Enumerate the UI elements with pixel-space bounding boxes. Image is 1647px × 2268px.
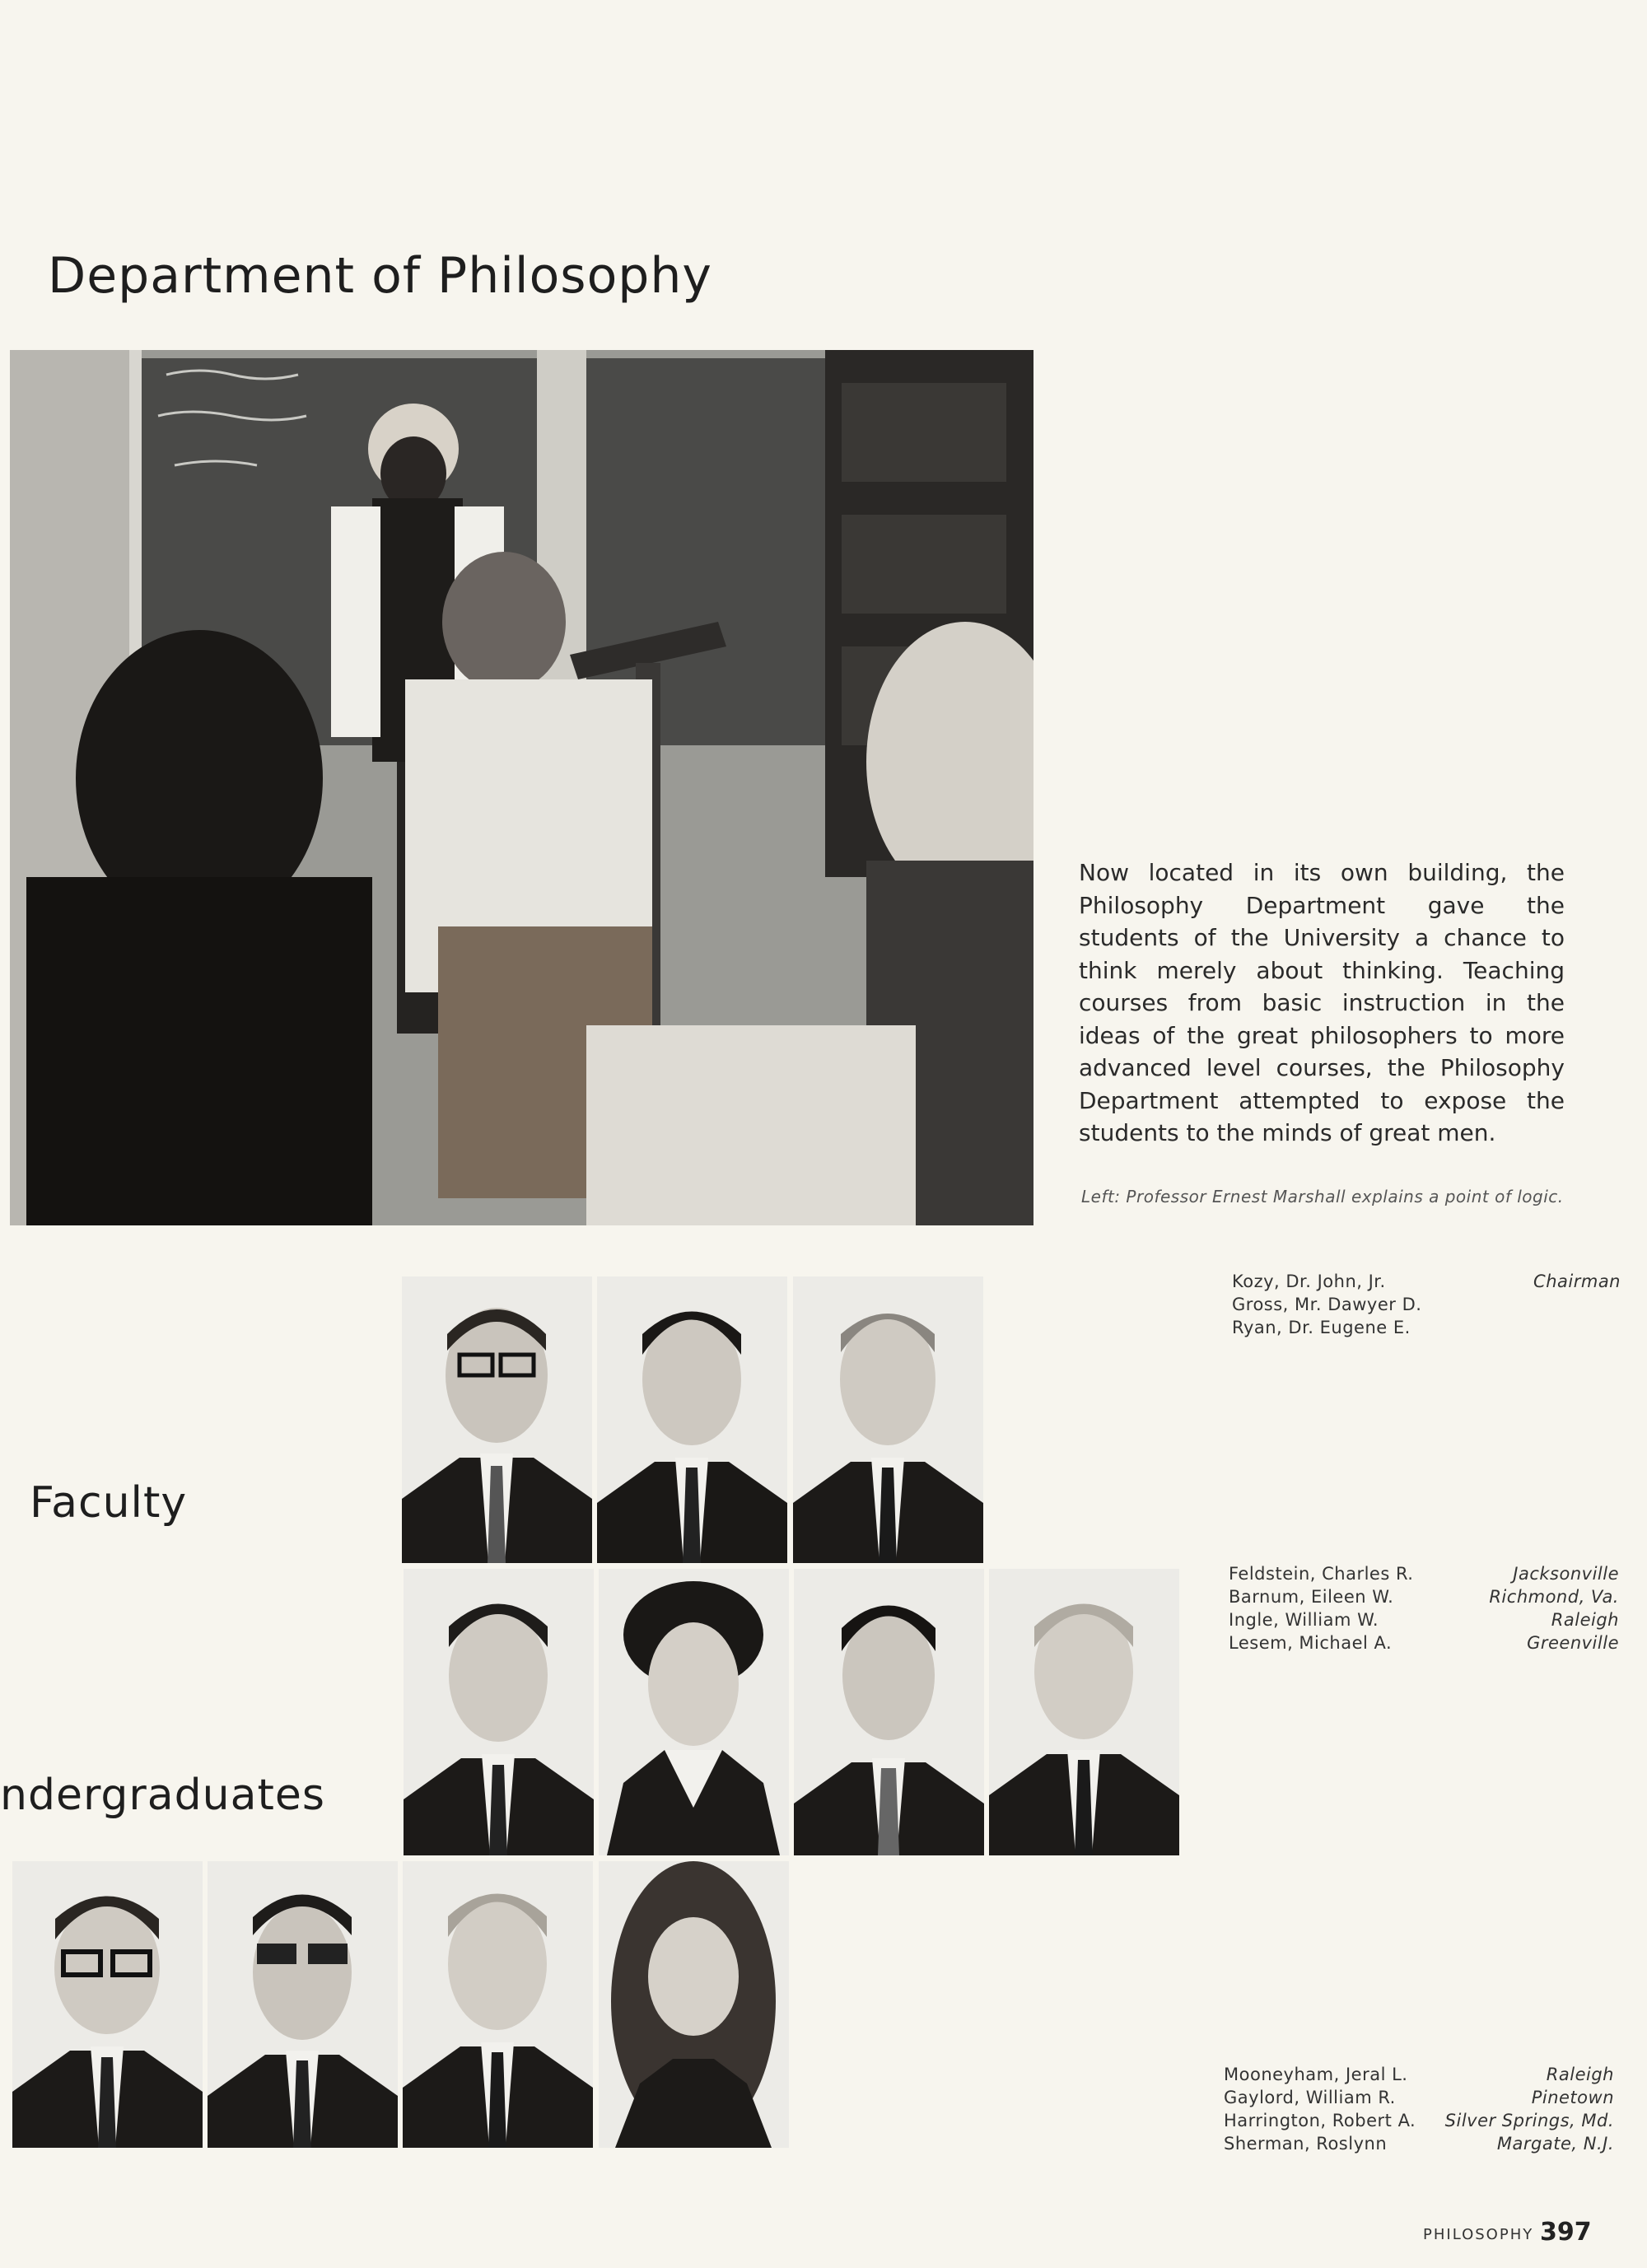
undergrad-hometown-8: Margate, N.J. bbox=[1496, 2134, 1614, 2154]
faculty-name-3: Ryan, Dr. Eugene E. bbox=[1232, 1318, 1411, 1337]
page-title: Department of Philosophy bbox=[48, 247, 712, 305]
portrait-ryan bbox=[793, 1276, 983, 1563]
portrait-ingle bbox=[794, 1569, 984, 1855]
portrait-gaylord bbox=[208, 1861, 398, 2148]
faculty-name-1: Kozy, Dr. John, Jr. bbox=[1232, 1272, 1386, 1291]
undergrad-hometown-4: Greenville bbox=[1527, 1633, 1619, 1653]
portrait-feldstein bbox=[404, 1569, 594, 1855]
undergrad-hometown-3: Raleigh bbox=[1551, 1610, 1619, 1630]
undergrad-hometown-1: Jacksonville bbox=[1513, 1564, 1619, 1584]
undergrad-name-4: Lesem, Michael A. bbox=[1229, 1633, 1393, 1653]
undergrad-hometown-2: Richmond, Va. bbox=[1489, 1587, 1619, 1607]
undergrad-name-6: Gaylord, William R. bbox=[1224, 2088, 1396, 2107]
portrait-kozy bbox=[402, 1276, 592, 1563]
portrait-mooneyham bbox=[12, 1861, 203, 2148]
undergrad-name-8: Sherman, Roslynn bbox=[1224, 2134, 1388, 2154]
portrait-lesem bbox=[989, 1569, 1179, 1855]
portrait-harrington bbox=[403, 1861, 593, 2148]
undergrad-name-1: Feldstein, Charles R. bbox=[1229, 1564, 1414, 1584]
undergrad-hometown-6: Pinetown bbox=[1531, 2088, 1614, 2107]
portrait-gross bbox=[597, 1276, 787, 1563]
undergrad-hometown-5: Raleigh bbox=[1546, 2065, 1614, 2084]
portrait-sherman bbox=[599, 1861, 789, 2148]
undergrad-hometown-7: Silver Springs, Md. bbox=[1444, 2111, 1614, 2130]
page-number: 397 bbox=[1540, 2218, 1592, 2247]
portrait-barnum bbox=[599, 1569, 789, 1855]
faculty-label: Faculty bbox=[30, 1478, 188, 1528]
department-description: Now located in its own building, the Philosophy Department gave the students of the University a chance to think merely about thinking. Teaching courses from basic instruction in the ideas of the great philosophers to more advanced level courses, the Philosophy Department attempted to expose the students to the minds of great men. bbox=[1079, 859, 1565, 1146]
undergraduates-label: ndergraduates bbox=[0, 1771, 325, 1820]
faculty-note-1: Chairman bbox=[1533, 1272, 1621, 1291]
undergrad-name-3: Ingle, William W. bbox=[1229, 1610, 1379, 1630]
undergrad-name-7: Harrington, Robert A. bbox=[1224, 2111, 1416, 2130]
photo-caption: Left: Professor Ernest Marshall explains a point of logic. bbox=[1081, 1187, 1564, 1206]
undergrad-name-2: Barnum, Eileen W. bbox=[1229, 1587, 1394, 1607]
footer-section: PHILOSOPHY bbox=[1423, 2226, 1534, 2243]
faculty-name-2: Gross, Mr. Dawyer D. bbox=[1232, 1295, 1422, 1314]
undergrad-name-5: Mooneyham, Jeral L. bbox=[1224, 2065, 1408, 2084]
classroom-photo bbox=[10, 350, 1033, 1225]
